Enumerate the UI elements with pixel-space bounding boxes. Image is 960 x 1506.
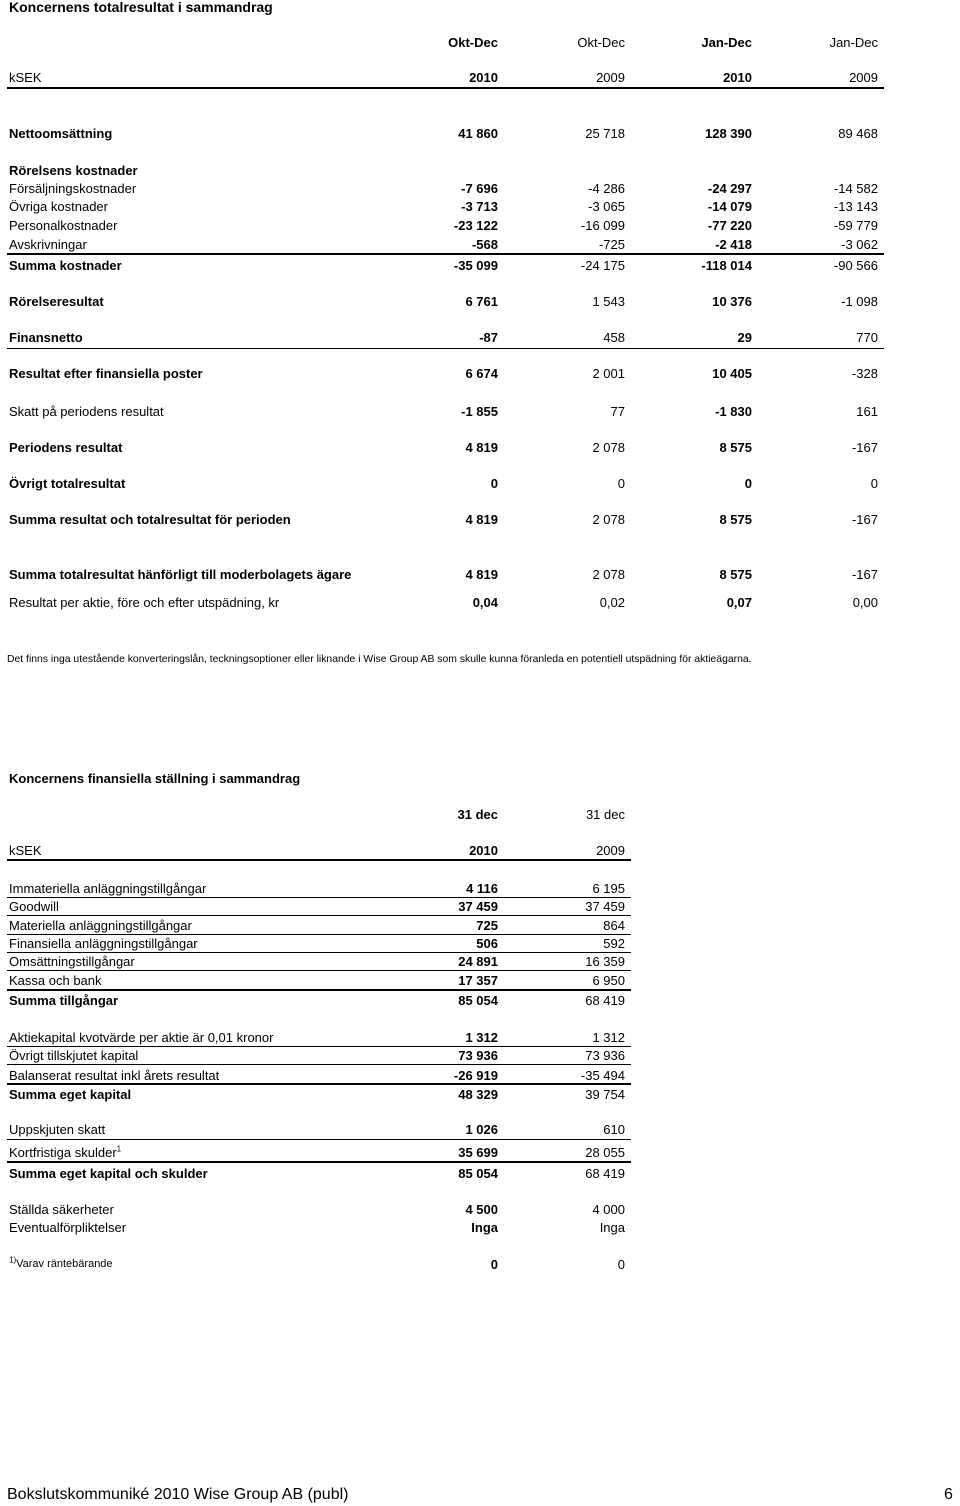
balance-unit-label: kSEK xyxy=(9,843,42,858)
income-cell: 10 405 xyxy=(712,366,752,381)
balance-header-rule xyxy=(7,859,631,861)
balance-cell: 85 054 xyxy=(458,993,498,1008)
income-cell: -568 xyxy=(471,237,498,252)
row-rule xyxy=(7,1046,631,1047)
income-cell: -24 297 xyxy=(707,181,752,196)
balance-cell: 4 116 xyxy=(466,881,498,896)
balance-cell: 35 699 xyxy=(458,1145,498,1160)
income-cell: 4 819 xyxy=(465,440,498,455)
balance-cell: 17 357 xyxy=(458,973,498,988)
income-cell: -1 098 xyxy=(841,294,878,309)
income-section-label: Rörelsens kostnader xyxy=(9,163,138,178)
income-cell: -35 099 xyxy=(453,258,498,273)
balance-cell: 1 026 xyxy=(465,1122,498,1137)
balance-cell: -26 919 xyxy=(453,1068,498,1083)
income-cell: 8 575 xyxy=(719,567,752,582)
income-cell: 4 819 xyxy=(465,512,498,527)
income-cell: -23 122 xyxy=(453,218,498,233)
balance-cell: Inga xyxy=(471,1220,498,1235)
balance-cell: 68 419 xyxy=(585,993,625,1008)
income-cell: -59 779 xyxy=(833,218,878,233)
income-cell: -167 xyxy=(851,440,878,455)
balance-cell: 16 359 xyxy=(585,954,625,969)
income-row-label: Finansnetto xyxy=(9,330,83,345)
income-cell: 8 575 xyxy=(719,440,752,455)
balance-cell: 37 459 xyxy=(458,899,498,914)
balance-cell: 6 950 xyxy=(592,973,625,988)
balance-cell: 0 xyxy=(490,1257,498,1272)
balance-row-label: Uppskjuten skatt xyxy=(9,1122,106,1137)
row-rule xyxy=(7,1064,631,1065)
income-year-4: 2009 xyxy=(849,70,878,85)
income-cell: 0,00 xyxy=(852,595,878,610)
subtotal-rule xyxy=(7,1161,631,1163)
income-cell: 770 xyxy=(856,330,878,345)
income-cell: 0,02 xyxy=(599,595,625,610)
income-cell: -3 713 xyxy=(461,199,498,214)
income-cell: -118 014 xyxy=(701,258,752,273)
row-rule xyxy=(7,970,631,971)
income-year-1: 2010 xyxy=(469,70,498,85)
income-cell: 29 xyxy=(737,330,752,345)
balance-cell: 506 xyxy=(476,936,498,951)
income-cell: -725 xyxy=(598,237,625,252)
page-number: 6 xyxy=(944,1486,953,1503)
balance-cell: 85 054 xyxy=(458,1166,498,1181)
footnote-marker: 1 xyxy=(116,1144,122,1154)
income-row-label: Rörelseresultat xyxy=(9,294,104,309)
balance-cell: 28 055 xyxy=(585,1145,625,1160)
period-header-3: Jan-Dec xyxy=(701,35,752,50)
income-row-label: Försäljningskostnader xyxy=(9,181,137,196)
balance-cell: 37 459 xyxy=(585,899,625,914)
income-cell: 0 xyxy=(870,476,878,491)
income-cell: 10 376 xyxy=(712,294,752,309)
balance-cell: 864 xyxy=(603,918,625,933)
balance-row-label: Ställda säkerheter xyxy=(9,1202,114,1217)
income-row-label: Skatt på periodens resultat xyxy=(9,404,164,419)
balance-year-2: 2009 xyxy=(596,843,625,858)
income-cell: -3 065 xyxy=(588,199,625,214)
income-row-label: Övrigt totalresultat xyxy=(9,476,126,491)
costs-rule xyxy=(7,253,884,255)
income-row-label: Summa kostnader xyxy=(9,258,122,273)
balance-row-label: Aktiekapital kvotvärde per aktie är 0,01 kronor xyxy=(9,1030,274,1045)
income-cell: 0 xyxy=(490,476,498,491)
income-cell: -1 855 xyxy=(461,404,498,419)
period-header-1: Okt-Dec xyxy=(448,35,498,50)
balance-row-label: Summa eget kapital och skulder xyxy=(9,1166,208,1181)
income-cell: -77 220 xyxy=(707,218,752,233)
income-cell: -167 xyxy=(851,512,878,527)
period-header-2: Okt-Dec xyxy=(577,35,625,50)
row-rule xyxy=(7,952,631,953)
balance-row-label xyxy=(9,1257,113,1272)
income-cell: 0,07 xyxy=(726,595,752,610)
balance-cell: 4 000 xyxy=(592,1202,625,1217)
income-row-label: Nettoomsättning xyxy=(9,126,113,141)
balance-cell: -35 494 xyxy=(580,1068,625,1083)
footnote-marker: 1) xyxy=(9,1255,17,1265)
income-cell: -2 418 xyxy=(715,237,752,252)
income-cell: 25 718 xyxy=(585,126,625,141)
row-rule xyxy=(7,934,631,935)
date-header-1: 31 dec xyxy=(457,807,498,822)
income-unit-label: kSEK xyxy=(9,70,42,85)
balance-cell: 68 419 xyxy=(585,1166,625,1181)
income-row-label: Resultat efter finansiella poster xyxy=(9,366,203,381)
income-cell: 8 575 xyxy=(719,512,752,527)
balance-cell: 24 891 xyxy=(458,954,498,969)
footer-text: Bokslutskommuniké 2010 Wise Group AB (publ) xyxy=(7,1486,349,1503)
income-cell: -3 062 xyxy=(841,237,878,252)
income-year-3: 2010 xyxy=(723,70,752,85)
subtotal-rule xyxy=(7,989,631,991)
income-cell: 77 xyxy=(610,404,625,419)
income-cell: 41 860 xyxy=(458,126,498,141)
income-year-2: 2009 xyxy=(596,70,625,85)
balance-row-label: Goodwill xyxy=(9,899,59,914)
income-row-label: Resultat per aktie, före och efter utspädning, kr xyxy=(9,595,280,610)
income-cell: -24 175 xyxy=(580,258,625,273)
income-cell: 2 001 xyxy=(592,366,625,381)
balance-row-label: Kassa och bank xyxy=(9,973,102,988)
balance-cell: 48 329 xyxy=(458,1087,498,1102)
balance-row-label: Omsättningstillgångar xyxy=(9,954,135,969)
balance-row-label-text: Kortfristiga skulder xyxy=(9,1145,117,1160)
subtotal-rule xyxy=(7,1083,631,1085)
income-cell: 89 468 xyxy=(838,126,878,141)
balance-row-label: Materiella anläggningstillgångar xyxy=(9,918,192,933)
balance-title: Koncernens finansiella ställning i sammandrag xyxy=(9,771,301,786)
row-rule xyxy=(7,915,631,916)
balance-cell: 73 936 xyxy=(585,1048,625,1063)
income-cell: 2 078 xyxy=(592,440,625,455)
balance-cell: 1 312 xyxy=(592,1030,625,1045)
income-cell: 0 xyxy=(744,476,752,491)
row-rule xyxy=(7,897,631,898)
balance-row-label xyxy=(9,1145,121,1160)
balance-row-label: Immateriella anläggningstillgångar xyxy=(9,881,207,896)
income-title: Koncernens totalresultat i sammandrag xyxy=(9,0,273,15)
income-cell: 2 078 xyxy=(592,512,625,527)
balance-row-label: Summa eget kapital xyxy=(9,1087,132,1102)
balance-row-label: Övrigt tillskjutet kapital xyxy=(9,1048,139,1063)
income-cell: 6 761 xyxy=(465,294,498,309)
balance-cell: 39 754 xyxy=(585,1087,625,1102)
income-cell: -13 143 xyxy=(833,199,878,214)
date-header-2: 31 dec xyxy=(585,807,625,822)
income-cell: 1 543 xyxy=(592,294,625,309)
balance-cell: 610 xyxy=(603,1122,625,1137)
income-cell: 2 078 xyxy=(592,567,625,582)
balance-row-label-text: Varav räntebärande xyxy=(16,1258,113,1270)
balance-cell: 0 xyxy=(617,1257,625,1272)
balance-row-label: Balanserat resultat inkl årets resultat xyxy=(9,1068,220,1083)
income-cell: 0 xyxy=(617,476,625,491)
income-cell: -16 099 xyxy=(580,218,625,233)
income-cell: 4 819 xyxy=(465,567,498,582)
income-row-label: Summa resultat och totalresultat för perioden xyxy=(9,512,291,527)
balance-cell: 592 xyxy=(603,936,625,951)
income-cell: -4 286 xyxy=(588,181,625,196)
finans-rule xyxy=(7,348,884,349)
income-cell: -87 xyxy=(479,330,498,345)
balance-cell: 73 936 xyxy=(458,1048,498,1063)
income-cell: 128 390 xyxy=(705,126,752,141)
income-cell: -328 xyxy=(851,366,878,381)
balance-cell: Inga xyxy=(599,1220,625,1235)
income-cell: 0,04 xyxy=(472,595,498,610)
row-rule xyxy=(7,1139,631,1140)
balance-cell: 1 312 xyxy=(465,1030,498,1045)
header-rule xyxy=(7,87,884,89)
income-cell: -1 830 xyxy=(715,404,752,419)
balance-row-label: Finansiella anläggningstillgångar xyxy=(9,936,198,951)
balance-cell: 725 xyxy=(476,918,498,933)
income-row-label: Periodens resultat xyxy=(9,440,123,455)
income-row-label: Avskrivningar xyxy=(9,237,87,252)
balance-row-label: Summa tillgångar xyxy=(9,993,119,1008)
income-row-label: Övriga kostnader xyxy=(9,199,108,214)
income-row-label: Summa totalresultat hänförligt till moderbolagets ägare xyxy=(9,567,352,582)
income-row-label: Personalkostnader xyxy=(9,218,118,233)
dilution-note: Det finns inga utestående konverteringslån, teckningsoptioner eller liknande i Wise Group AB som skulle kunna föranleda en potentiell utspädning för aktieägarna. xyxy=(7,654,752,665)
income-cell: -14 079 xyxy=(707,199,752,214)
balance-year-1: 2010 xyxy=(469,843,498,858)
income-cell: -167 xyxy=(851,567,878,582)
income-cell: 458 xyxy=(603,330,625,345)
period-header-4: Jan-Dec xyxy=(829,35,878,50)
balance-cell: 4 500 xyxy=(465,1202,498,1217)
income-cell: -90 566 xyxy=(833,258,878,273)
income-cell: 6 674 xyxy=(465,366,498,381)
income-cell: -14 582 xyxy=(833,181,878,196)
balance-row-label: Eventualförpliktelser xyxy=(9,1220,127,1235)
income-cell: 161 xyxy=(856,404,878,419)
balance-cell: 6 195 xyxy=(592,881,625,896)
income-cell: -7 696 xyxy=(461,181,498,196)
